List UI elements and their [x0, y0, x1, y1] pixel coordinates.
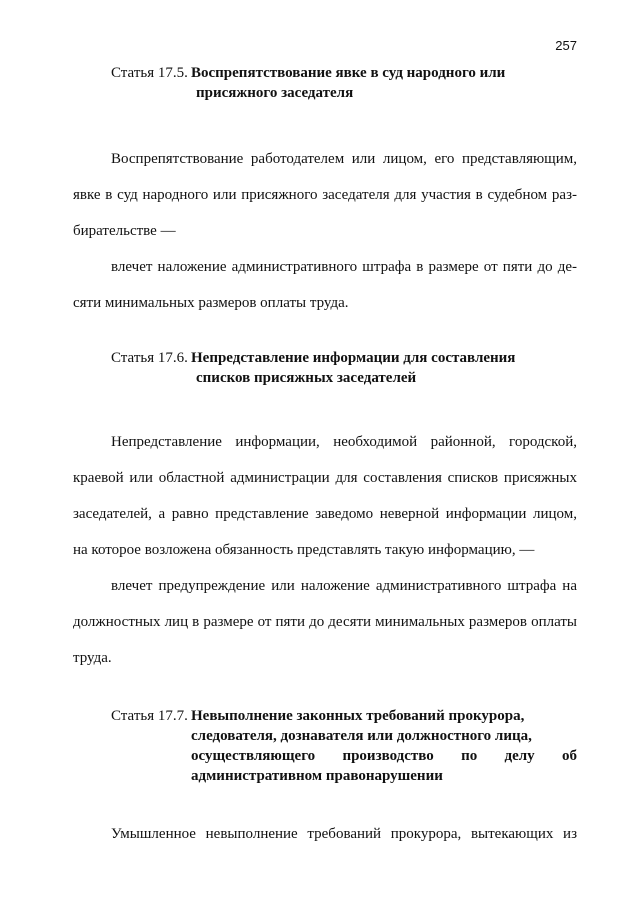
article-label: Статья 17.6.	[111, 350, 188, 366]
article-heading	[73, 348, 577, 388]
title-word: осуществляющего	[191, 748, 316, 764]
article-paragraph	[73, 249, 577, 321]
article-title-line: Непредставление информации для составления	[191, 350, 516, 366]
paragraph-line: влечет предупреждение или наложение административного штрафа на	[111, 578, 577, 594]
article-paragraph	[73, 141, 577, 249]
article-title-line	[191, 746, 577, 766]
title-word: производство	[342, 748, 434, 764]
title-word: по	[461, 748, 478, 764]
article-title	[191, 63, 577, 103]
paragraph-line: явке в суд народного или присяжного заседателя для участия в судебном раз-	[73, 187, 577, 203]
article-title-line: Невыполнение законных требований прокурора,	[191, 708, 525, 724]
paragraph-line: Непредставление информации, необходимой районной, городской,	[111, 434, 577, 450]
article-heading	[73, 706, 577, 786]
paragraph-line: должностных лиц в размере от пяти до десяти минимальных размеров оплаты	[73, 614, 577, 630]
article-paragraph	[73, 816, 577, 852]
title-word: об	[561, 748, 577, 764]
title-word: делу	[504, 748, 535, 764]
article-heading	[73, 63, 577, 103]
article-title	[191, 348, 577, 388]
article-17-6	[73, 348, 577, 676]
paragraph-line: краевой или областной администрации для составления списков присяжных	[73, 470, 577, 486]
article-title-line: списков присяжных заседателей	[196, 370, 417, 386]
article-title-line: Воспрепятствование явке в суд народного или	[191, 65, 506, 81]
article-title-line: присяжного заседателя	[196, 85, 354, 101]
paragraph-line: Умышленное невыполнение требований прокурора, вытекающих из	[111, 826, 577, 842]
paragraph-line: на которое возложена обязанность представлять такую информацию, —	[73, 542, 535, 558]
article-17-5	[73, 63, 577, 321]
paragraph-line: Воспрепятствование работодателем или лицом, его представляющим,	[111, 151, 577, 167]
article-title-line: следователя, дознавателя или должностного лица,	[191, 728, 532, 744]
page-number: 257	[555, 38, 577, 53]
paragraph-line: труда.	[73, 650, 112, 666]
article-title-line: административном правонарушении	[191, 768, 443, 784]
paragraph-line: сяти минимальных размеров оплаты труда.	[73, 295, 349, 311]
paragraph-line: бирательстве —	[73, 223, 176, 239]
article-17-7	[73, 706, 577, 852]
article-title	[191, 706, 577, 786]
article-label: Статья 17.7.	[111, 708, 188, 724]
paragraph-line: заседателей, а равно представление заведомо неверной информации лицом,	[73, 506, 577, 522]
article-paragraph	[73, 424, 577, 568]
paragraph-line: влечет наложение административного штрафа в размере от пяти до де-	[111, 259, 577, 275]
article-label: Статья 17.5.	[111, 65, 188, 81]
article-paragraph	[73, 568, 577, 676]
